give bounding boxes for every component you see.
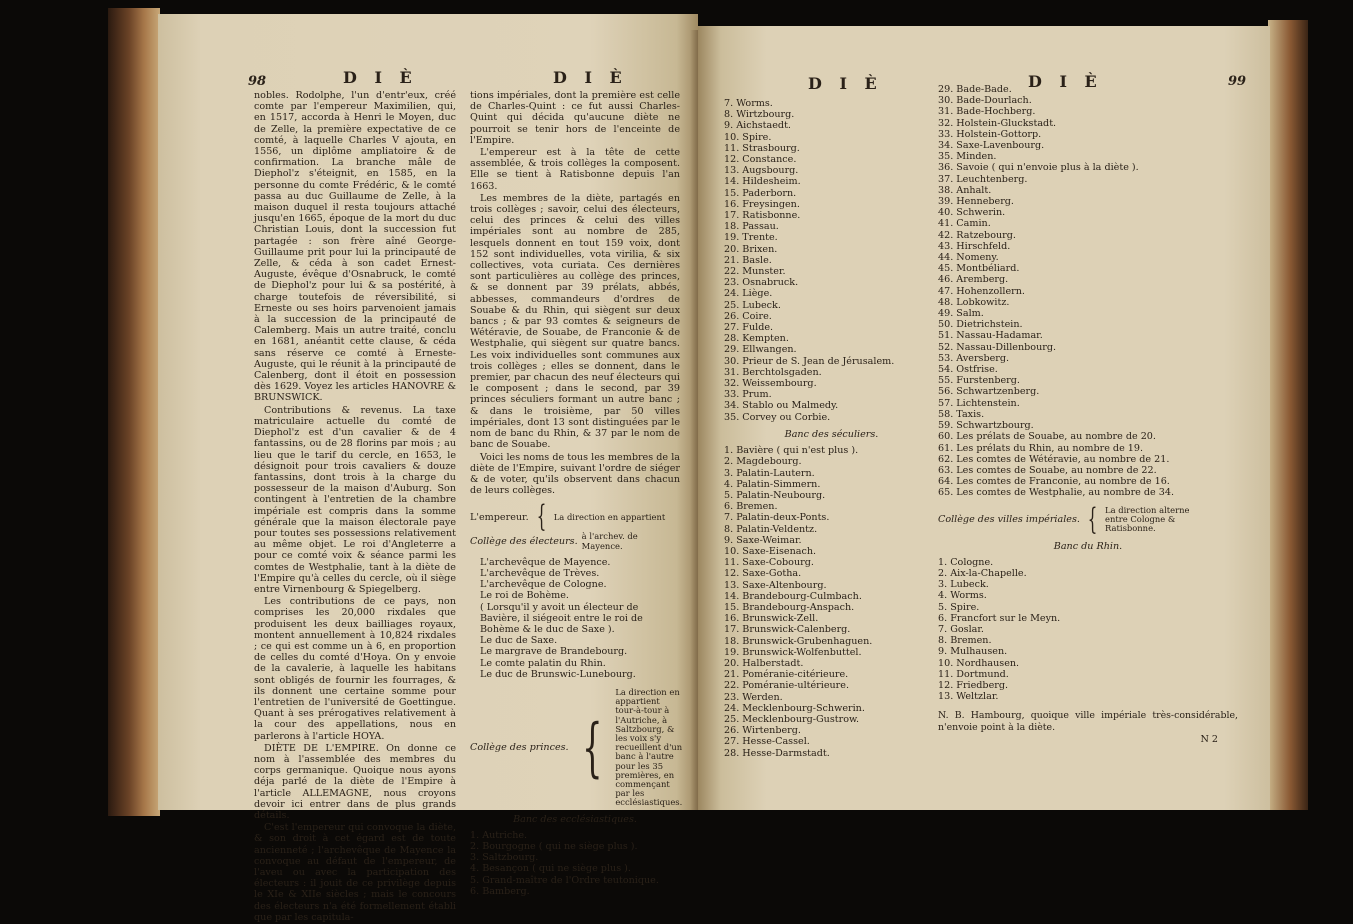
list-item: 51. Nassau-Hadamar. (938, 330, 1043, 342)
list-item: 23. Osnabruck. (724, 277, 799, 289)
running-head: D I È (343, 68, 418, 87)
list-item: 4. Besançon ( qui ne siège plus ). (470, 863, 631, 875)
list-item: 19. Trente. (724, 232, 778, 244)
emperor-entry (470, 499, 680, 535)
list-item: 25. Lubeck. (724, 299, 781, 311)
electors-label: Collège des électeurs. (470, 535, 578, 547)
signature-mark: N 2 (1200, 733, 1218, 745)
list-item: 49. Salm. (938, 308, 984, 320)
electors-list (480, 557, 680, 680)
list-item: 46. Aremberg. (938, 274, 1009, 286)
list-item: 28. Kempten. (724, 333, 789, 345)
running-head: D I È (808, 74, 883, 93)
paragraph: tions impériales, dont la première est celle de Charles-Quint : ce fut aussi Charles-Quint qui décida qu'aucune diète ne pourroit se tenir hors de l'enceinte de l'Empire. (470, 90, 680, 146)
list-item: 27. Hesse-Cassel. (724, 736, 810, 748)
list-item: 32. Weissembourg. (724, 378, 817, 390)
princes-entry (470, 686, 683, 808)
list-item: 17. Ratisbonne. (724, 210, 801, 222)
princes-note: La direction en appartient tour-à-tour à l'Autriche, à Saltzbourg, & les voix s'y recueillent d'un banc à l'autre pour les 35 premières, en commençant par les ecclésiastiques. (615, 686, 683, 808)
list-item: 18. Passau. (724, 221, 779, 233)
list-item: 7. Palatin-deux-Ponts. (724, 512, 830, 524)
emperor-note: La direction en appartient (553, 511, 666, 522)
list-item: 25. Mecklenbourg-Gustrow. (724, 713, 860, 725)
paragraph: Voici les noms de tous les membres de la diète de l'Empire, suivant l'ordre de siéger & de voter, qu'ils observent dans chacun de leurs collèges. (470, 451, 680, 497)
list-item: 61. Les prélats du Rhin, au nombre de 19. (938, 442, 1144, 454)
list-item: 8. Bremen. (938, 635, 992, 647)
list-item: 40. Schwerin. (938, 207, 1006, 219)
list-item: 32. Holstein-Gluckstadt. (938, 117, 1057, 129)
list-item: 14. Brandebourg-Culmbach. (724, 590, 862, 602)
rhin-heading: Banc du Rhin. (1053, 540, 1123, 552)
list-item: 9. Aichstaedt. (724, 120, 791, 132)
list-item: 44. Nomeny. (938, 252, 999, 264)
emperor-label: L'empereur. (470, 511, 529, 523)
list-item: 8. Palatin-Veldentz. (724, 523, 818, 535)
paragraph: DIÈTE DE L'EMPIRE. On donne ce nom à l'assemblée des membres du corps germanique. Quoique nous ayons déja parlé de la diète de l'Empire à l'article ALLEMAGNE, nous croyons devoir ici entrer dans de plus grands détails. (254, 742, 456, 821)
list-item: 13. Saxe-Altenbourg. (724, 579, 827, 591)
list-item: 41. Camin. (938, 218, 991, 230)
brace: { (536, 499, 546, 535)
list-item: 15. Paderborn. (724, 187, 797, 199)
nota-bene: N. B. Hambourg, quoique ville impériale très-considérable, n'envoie point à la diète. (938, 710, 1238, 733)
secular-list (724, 445, 939, 759)
eccl-list (470, 830, 680, 897)
list-item: 64. Les comtes de Franconie, au nombre de 16. (938, 476, 1170, 488)
secular-list-continued (938, 84, 1238, 499)
list-item: 33. Prum. (724, 389, 772, 401)
electors-entry (470, 532, 680, 550)
list-item: 5. Spire. (938, 601, 980, 613)
list-item: 39. Henneberg. (938, 196, 1014, 208)
list-item: 50. Dietrichstein. (938, 319, 1023, 331)
list-item: 29. Ellwangen. (724, 344, 797, 356)
list-item: 31. Berchtolsgaden. (724, 366, 822, 378)
list-item: L'archevêque de Cologne. (480, 579, 607, 591)
list-item: 43. Hirschfeld. (938, 240, 1011, 252)
list-item: 22. Poméranie-ultérieure. (724, 680, 849, 692)
left-page (158, 14, 698, 923)
list-item: 37. Leuchtenberg. (938, 173, 1028, 185)
paragraph: Les contributions de ce pays, non comprises les 20,000 rixdales que produisent les deux bailliages royaux, montent annuellement à 10,824 rixdales ; ce qui est comme un à 6, en proportion de celles du comté d'Hoya. On y envoie de la cavalerie, à laquelle les habitans sont obligés de fournir les fourrages, & ils donnent une certaine somme pour l'entretien de l'université de Goettingue. Quant à ses prérogatives relativement à la cour des appellations, nous en parlerons à l'article HOYA. (254, 596, 456, 742)
list-item: 13. Weltzlar. (938, 691, 999, 703)
list-item: 19. Brunswick-Wolfenbuttel. (724, 646, 862, 658)
paragraph: L'empereur est à la tête de cette assemblée, & trois collèges la composent. Elle se tient à Ratisbonne depuis l'an 1663. (470, 147, 680, 192)
list-item: 23. Werden. (724, 691, 783, 703)
list-item: 17. Brunswick-Calenberg. (724, 624, 851, 636)
list-item: Le duc de Brunswic-Lunebourg. (480, 668, 636, 680)
list-item: 30. Bade-Dourlach. (938, 95, 1032, 107)
list-item: 2. Magdebourg. (724, 456, 802, 468)
list-item: 12. Saxe-Gotha. (724, 568, 802, 580)
page-number: 98 (248, 74, 267, 89)
list-item: Le roi de Bohème. (480, 590, 569, 602)
list-item: 18. Brunswick-Grubenhaguen. (724, 635, 873, 647)
list-item: 7. Worms. (724, 98, 773, 109)
list-item: Le comte palatin du Rhin. (480, 657, 606, 669)
list-item: 3. Saltzbourg. (470, 852, 539, 864)
list-item: 34. Stablo ou Malmedy. (724, 400, 839, 412)
list-item: 5. Palatin-Neubourg. (724, 489, 826, 501)
list-item: 30. Prieur de S. Jean de Jérusalem. (724, 355, 895, 367)
list-item: 2. Aix-la-Chapelle. (938, 567, 1027, 579)
list-item: 36. Savoie ( qui n'envoie plus à la diète ). (938, 162, 1139, 174)
list-item: 2. Bourgogne ( qui ne siège plus ). (470, 841, 638, 852)
brace: { (581, 710, 603, 785)
running-head: D I È (553, 68, 628, 87)
list-item: 9. Saxe-Weimar. (724, 534, 802, 546)
list-item: 29. Bade-Bade. (938, 84, 1012, 95)
paragraph: Contributions & revenus. La taxe matriculaire actuelle du comté de Diephol'z est d'un cavalier & de 4 fantassins, ou de 28 florins par mois ; au lieu que le tarif du cercle, en 1653, le désignoit pour trois cavaliers & douze fantassins, dont trois à la charge du possesseur de la maison d'Auburg. Son contingent à l'entretien de la chambre impériale est compris dans la somme générale que la maison électorale paye pour toutes ses possessions relativement au même objet. Le roi d'Angleterre a pour ce comté voix & séance parmi les comtes de Westphalie, tant à la diète de l'Empire qu'à celles du cercle, où il siège entre Virnenbourg & Spiegelberg. (254, 404, 456, 595)
list-item: 35. Minden. (938, 151, 997, 163)
list-item: 45. Montbéliard. (938, 263, 1020, 275)
list-item: 15. Brandebourg-Anspach. (724, 601, 855, 613)
list-item: 1. Bavière ( qui n'est plus ). (724, 445, 859, 457)
list-item: 59. Schwartzbourg. (938, 420, 1034, 432)
list-item: 4. Palatin-Simmern. (724, 478, 821, 490)
list-item: 14. Hildesheim. (724, 176, 801, 188)
paragraph: Les membres de la diète, partagés en trois collèges ; savoir, celui des électeurs, celui des princes & celui des villes impériales sont au nombre de 285, lesquels donnent en tout 159 voix, dont 152 sont individuelles, vota virilia, & six collectives, vota curiata. Ces dernières sont particulières au collège des princes, & se donnent par 39 prélats, abbés, abbesses, commandeurs d'ordres de Souabe & du Rhin, qui siègent sur deux bancs ; & par 93 comtes & seigneurs de Wétéravie, de Souabe, de Franconie & de Westphalie, qui siègent sur quatre bancs. Les voix individuelles sont communes aux trois collèges ; elles se donnent, dans le premier, par chacun des neuf électeurs qui le composent ; dans le second, par 39 princes séculiers formant un autre banc ; & dans le troisième, par 50 villes impériales, dont 13 sont distinguées par le nom de banc du Rhin, & 37 par le nom de banc de Souabe. (470, 192, 680, 451)
list-item: 1. Autriche. (470, 829, 528, 841)
list-item: 26. Coire. (724, 310, 772, 322)
electors-note: à l'archev. de Mayence. (581, 531, 638, 551)
list-item: 65. Les comtes de Westphalie, au nombre de 34. (938, 487, 1175, 499)
list-item: 48. Lobkowitz. (938, 296, 1010, 308)
list-item: 9. Mulhausen. (938, 646, 1008, 658)
princes-label: Collège des princes. (470, 742, 569, 754)
list-item: 58. Taxis. (938, 408, 985, 420)
brace: { (1087, 501, 1098, 537)
list-item: 10. Saxe-Eisenach. (724, 545, 817, 557)
list-item: 11. Strasbourg. (724, 142, 800, 154)
list-item: 20. Brixen. (724, 243, 778, 255)
list-item: 5. Grand-maître de l'Ordre teutonique. (470, 874, 659, 886)
paragraph: nobles. Rodolphe, l'un d'entr'eux, créé comte par l'empereur Maximilien, qui, en 1517, accorda à Henri le Moyen, duc de Zelle, la première expectative de ce comté, à laquelle Charles V ajouta, en 1556, un diplôme ampliatoire & de confirmation. La branche mâle de Diephol'z s'éteignit, en 1585, en la personne du comte Frédéric, & le comté passa au duc Guillaume de Zelle, à la maison duquel il resta toujours attaché jusqu'en 1665, époque de la mort du duc Christian Louis, dont la succession fut partagée : son frère aîné George-Guillaume prit pour lui la principauté de Zelle, & céda à son cadet Ernest-Auguste, évêque d'Osnabruck, le comté de Diephol'z pour lui & sa postérité, à charge toutefois de réversibilité, si Erneste ou ses hoirs parvenoient jamais à la succession de la principauté de Calemberg. Mais un autre traité, conclu en 1681, anéantit cette clause, & céda sans réserve ce comté à Erneste-Auguste, qui le réunit à la principauté de Calenberg, dont il étoit en possession dès 1629. Voyez les articles HANOVRE & BRUNSWICK. (254, 90, 456, 404)
list-item: 38. Anhalt. (938, 184, 992, 196)
list-item: 22. Munster. (724, 266, 786, 278)
list-item: 11. Saxe-Cobourg. (724, 557, 814, 569)
list-item: 24. Liège. (724, 288, 773, 300)
list-item: 53. Aversberg. (938, 352, 1010, 364)
list-item: ( Lorsqu'il y avoit un électeur de Bavière, il siégeoit entre le roi de Bohème & le duc de Saxe ). (480, 601, 643, 635)
page-number: 99 (1228, 74, 1247, 89)
list-item: 6. Francfort sur le Meyn. (938, 612, 1061, 624)
list-item: 3. Palatin-Lautern. (724, 467, 815, 479)
list-item: 24. Mecklenbourg-Schwerin. (724, 702, 865, 714)
list-item: Le margrave de Brandebourg. (480, 646, 628, 658)
list-item: 1. Cologne. (938, 556, 994, 568)
list-item: 31. Bade-Hochberg. (938, 106, 1036, 118)
list-item: 6. Bremen. (724, 501, 778, 513)
list-item: 21. Basle. (724, 254, 772, 266)
list-item: 6. Bamberg. (470, 885, 530, 897)
list-item: 33. Holstein-Gottorp. (938, 128, 1042, 140)
list-item: 56. Schwartzenberg. (938, 386, 1040, 398)
list-item: 57. Lichtenstein. (938, 397, 1020, 409)
list-item: 10. Spire. (724, 131, 772, 143)
text-column-2 (470, 90, 683, 897)
list-item: 12. Constance. (724, 154, 797, 166)
list-item: 63. Les comtes de Souabe, au nombre de 22. (938, 464, 1157, 476)
list-item: 27. Fulde. (724, 322, 774, 334)
list-item: 16. Brunswick-Zell. (724, 613, 819, 625)
list-item: Le duc de Saxe. (480, 635, 558, 647)
text-column-2 (938, 84, 1238, 745)
list-item: L'archevêque de Trèves. (480, 567, 600, 579)
text-column-1 (724, 98, 939, 759)
list-item: 13. Augsbourg. (724, 165, 799, 177)
list-item: 34. Saxe-Lavenbourg. (938, 140, 1045, 152)
list-item: 60. Les prélats de Souabe, au nombre de 20. (938, 431, 1156, 443)
list-item: 16. Freysingen. (724, 198, 800, 210)
list-item: 7. Goslar. (938, 623, 984, 635)
list-item: 3. Lubeck. (938, 579, 989, 591)
text-column-1 (254, 90, 456, 924)
list-item: 54. Ostfrise. (938, 364, 998, 376)
list-item: 11. Dortmund. (938, 668, 1009, 680)
list-item: 8. Wirtzbourg. (724, 109, 795, 121)
eccl-heading: Banc des ecclésiastiques. (513, 813, 637, 825)
list-item: 62. Les comtes de Wétéravie, au nombre de 21. (938, 453, 1170, 465)
list-item: 4. Worms. (938, 590, 987, 602)
list-item: 47. Hohenzollern. (938, 285, 1025, 297)
list-item: 26. Wirtenberg. (724, 725, 801, 737)
list-item: 52. Nassau-Dillenbourg. (938, 341, 1057, 353)
rhin-list (938, 557, 1238, 703)
cities-entry (938, 501, 1238, 537)
list-item: 55. Furstenberg. (938, 375, 1020, 387)
list-item: 20. Halberstadt. (724, 657, 804, 669)
running-head: D I È (1028, 72, 1103, 91)
eccl-list-continued (724, 98, 939, 423)
list-item: 28. Hesse-Darmstadt. (724, 747, 830, 759)
secular-heading: Banc des séculiers. (784, 428, 879, 440)
list-item: 12. Friedberg. (938, 679, 1009, 691)
list-item: 42. Ratzebourg. (938, 229, 1016, 241)
list-item: 10. Nordhausen. (938, 657, 1020, 669)
cities-label: Collège des villes impériales. (938, 513, 1080, 525)
list-item: 35. Corvey ou Corbie. (724, 411, 831, 423)
list-item: L'archevêque de Mayence. (480, 556, 611, 568)
paragraph: C'est l'empereur qui convoque la diète, & son droit à cet égard est de toute ancienneté ; l'archevêque de Mayence la convoque au défaut de l'empereur, de l'aveu ou avec la participation des électeurs : il jouit de ce privilège depuis le XIe & XIIe siècles ; mais le concours des électeurs n'a été formellement établi que par les capitula- (254, 822, 456, 923)
left-book-edge (108, 8, 160, 816)
right-book-edge (1268, 20, 1308, 810)
cities-note: La direction alterne entre Cologne & Ratisbonne. (1105, 504, 1190, 534)
list-item: 21. Poméranie-citérieure. (724, 669, 849, 681)
right-page (698, 26, 1270, 810)
